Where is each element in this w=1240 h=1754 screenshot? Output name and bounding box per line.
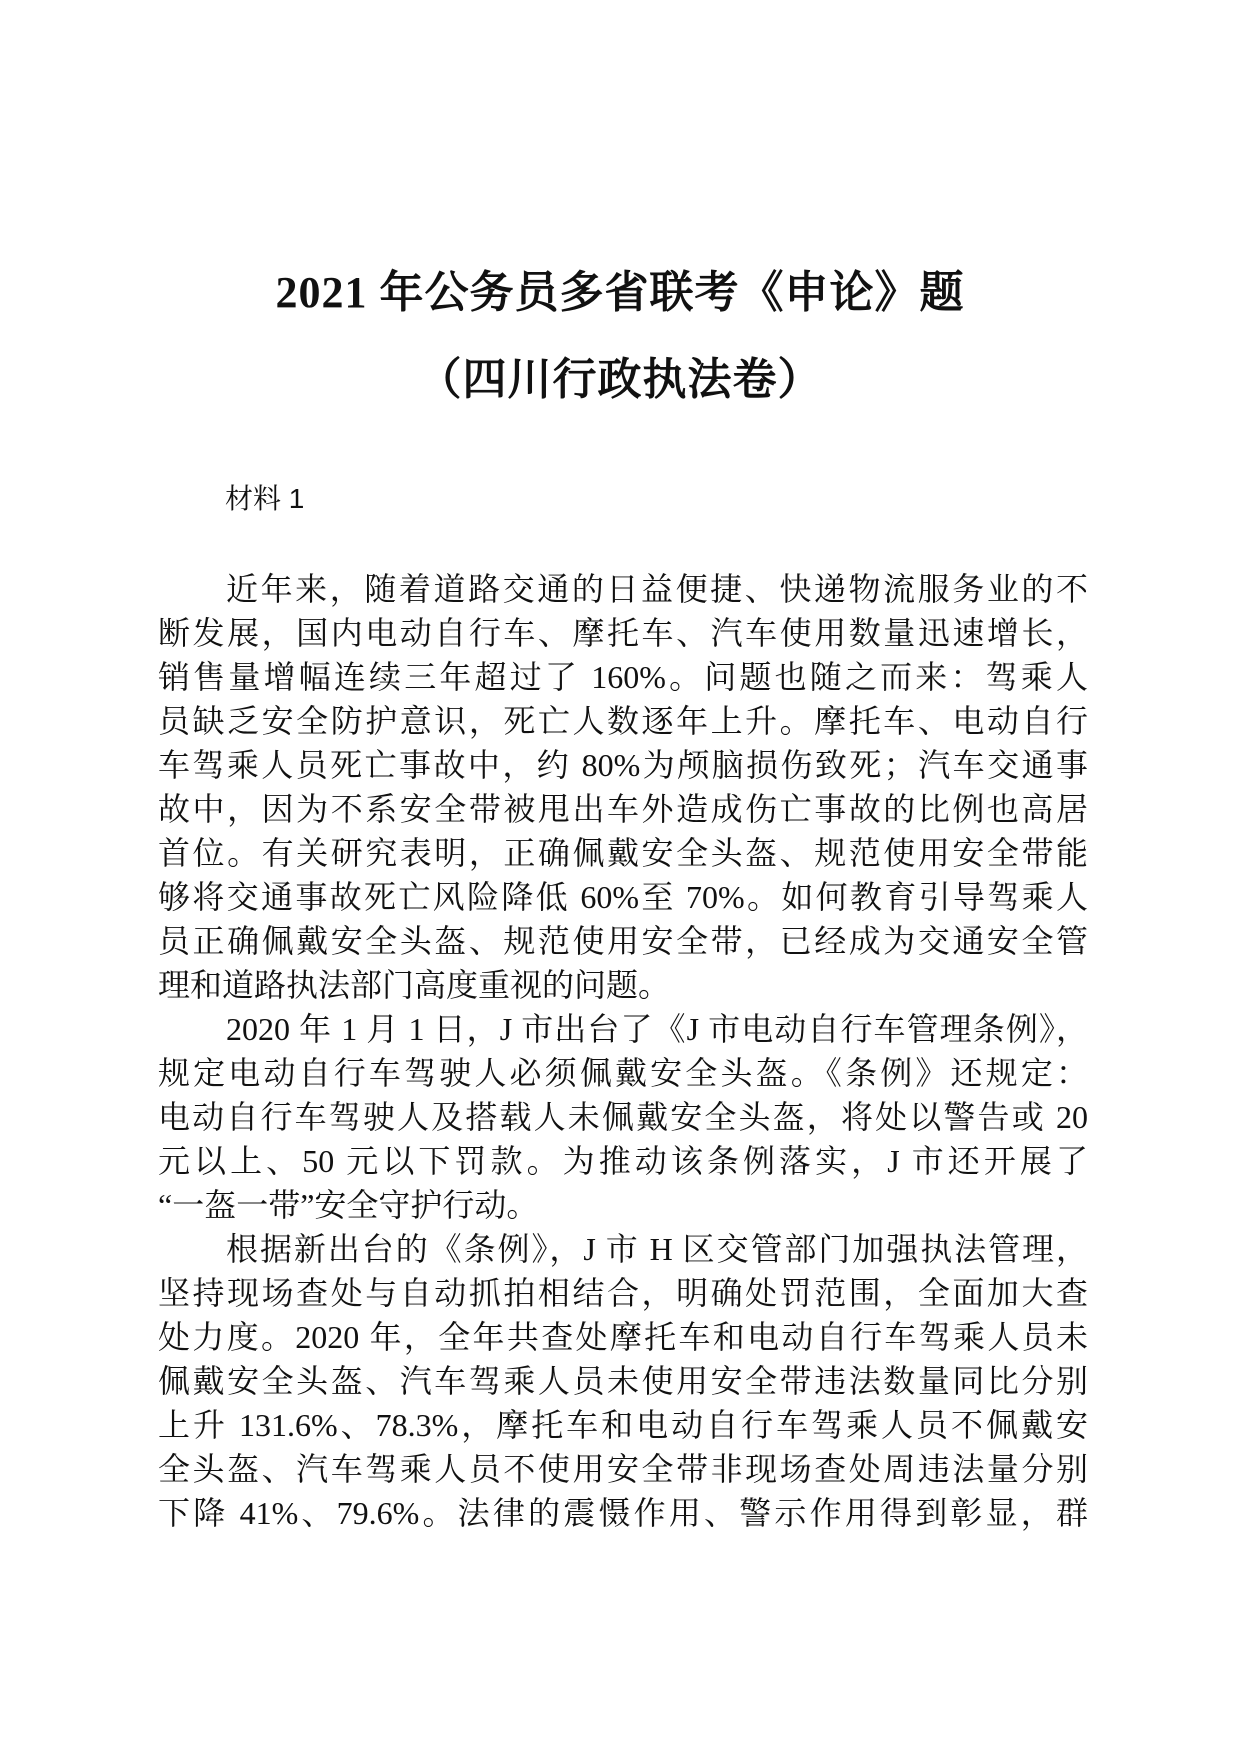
paragraph-line: 近年来，随着道路交通的日益便捷、快递物流服务业的不 — [226, 571, 1088, 607]
paragraph-line: 销售量增幅连续三年超过了 160%。问题也随之而来：驾乘人 — [158, 659, 1088, 695]
paragraph-line: 够将交通事故死亡风险降低 60%至 70%。如何教育引导驾乘人 — [158, 879, 1088, 915]
document-subtitle: （四川行政执法卷） — [417, 355, 823, 404]
paragraph-line: 下降 41%、79.6%。法律的震慑作用、警示作用得到彰显，群 — [158, 1495, 1088, 1531]
paragraph-line: 上升 131.6%、78.3%，摩托车和电动自行车驾乘人员不佩戴安 — [158, 1407, 1088, 1443]
paragraph-line: 佩戴安全头盔、汽车驾乘人员未使用安全带违法数量同比分别 — [158, 1363, 1088, 1399]
paragraph-line: 坚持现场查处与自动抓拍相结合，明确处罚范围，全面加大查 — [158, 1275, 1088, 1311]
paragraph-line: 元以上、50 元以下罚款。为推动该条例落实，J 市还开展了 — [158, 1143, 1088, 1179]
paragraph-line: 首位。有关研究表明，正确佩戴安全头盔、规范使用安全带能 — [158, 835, 1088, 871]
paragraph-line: 根据新出台的《条例》，J 市 H 区交管部门加强执法管理， — [226, 1231, 1088, 1267]
paragraph-line: 理和道路执法部门高度重视的问题。 — [158, 967, 671, 1003]
paragraph — [158, 567, 1088, 1007]
paragraph-line: 故中，因为不系安全带被甩出车外造成伤亡事故的比例也高居 — [158, 791, 1088, 827]
paragraph-line: 员缺乏安全防护意识，死亡人数逐年上升。摩托车、电动自行 — [158, 703, 1088, 739]
paragraph-line: “一盔一带”安全守护行动。 — [158, 1187, 539, 1223]
paragraph-line: 规定电动自行车驾驶人必须佩戴安全头盔。《条例》还规定： — [158, 1055, 1088, 1091]
paragraph-line: 2020 年 1 月 1 日，J 市出台了《J 市电动自行车管理条例》， — [226, 1011, 1088, 1047]
paragraph-line: 全头盔、汽车驾乘人员不使用安全带非现场查处周违法量分别 — [158, 1451, 1088, 1487]
paragraph-line: 断发展，国内电动自行车、摩托车、汽车使用数量迅速增长， — [158, 615, 1088, 651]
paragraph-line: 车驾乘人员死亡事故中，约 80%为颅脑损伤致死；汽车交通事 — [158, 747, 1088, 783]
paragraph-line: 处力度。2020 年，全年共查处摩托车和电动自行车驾乘人员未 — [158, 1319, 1088, 1355]
paragraph — [158, 1007, 1088, 1227]
document-title: 2021 年公务员多省联考《申论》题 — [275, 268, 965, 317]
document-body — [158, 567, 1088, 1535]
section-heading: 材料 1 — [225, 483, 305, 514]
paragraph — [158, 1227, 1088, 1535]
paragraph-line: 员正确佩戴安全头盔、规范使用安全带，已经成为交通安全管 — [158, 923, 1088, 959]
paragraph-line: 电动自行车驾驶人及搭载人未佩戴安全头盔，将处以警告或 20 — [158, 1099, 1088, 1135]
